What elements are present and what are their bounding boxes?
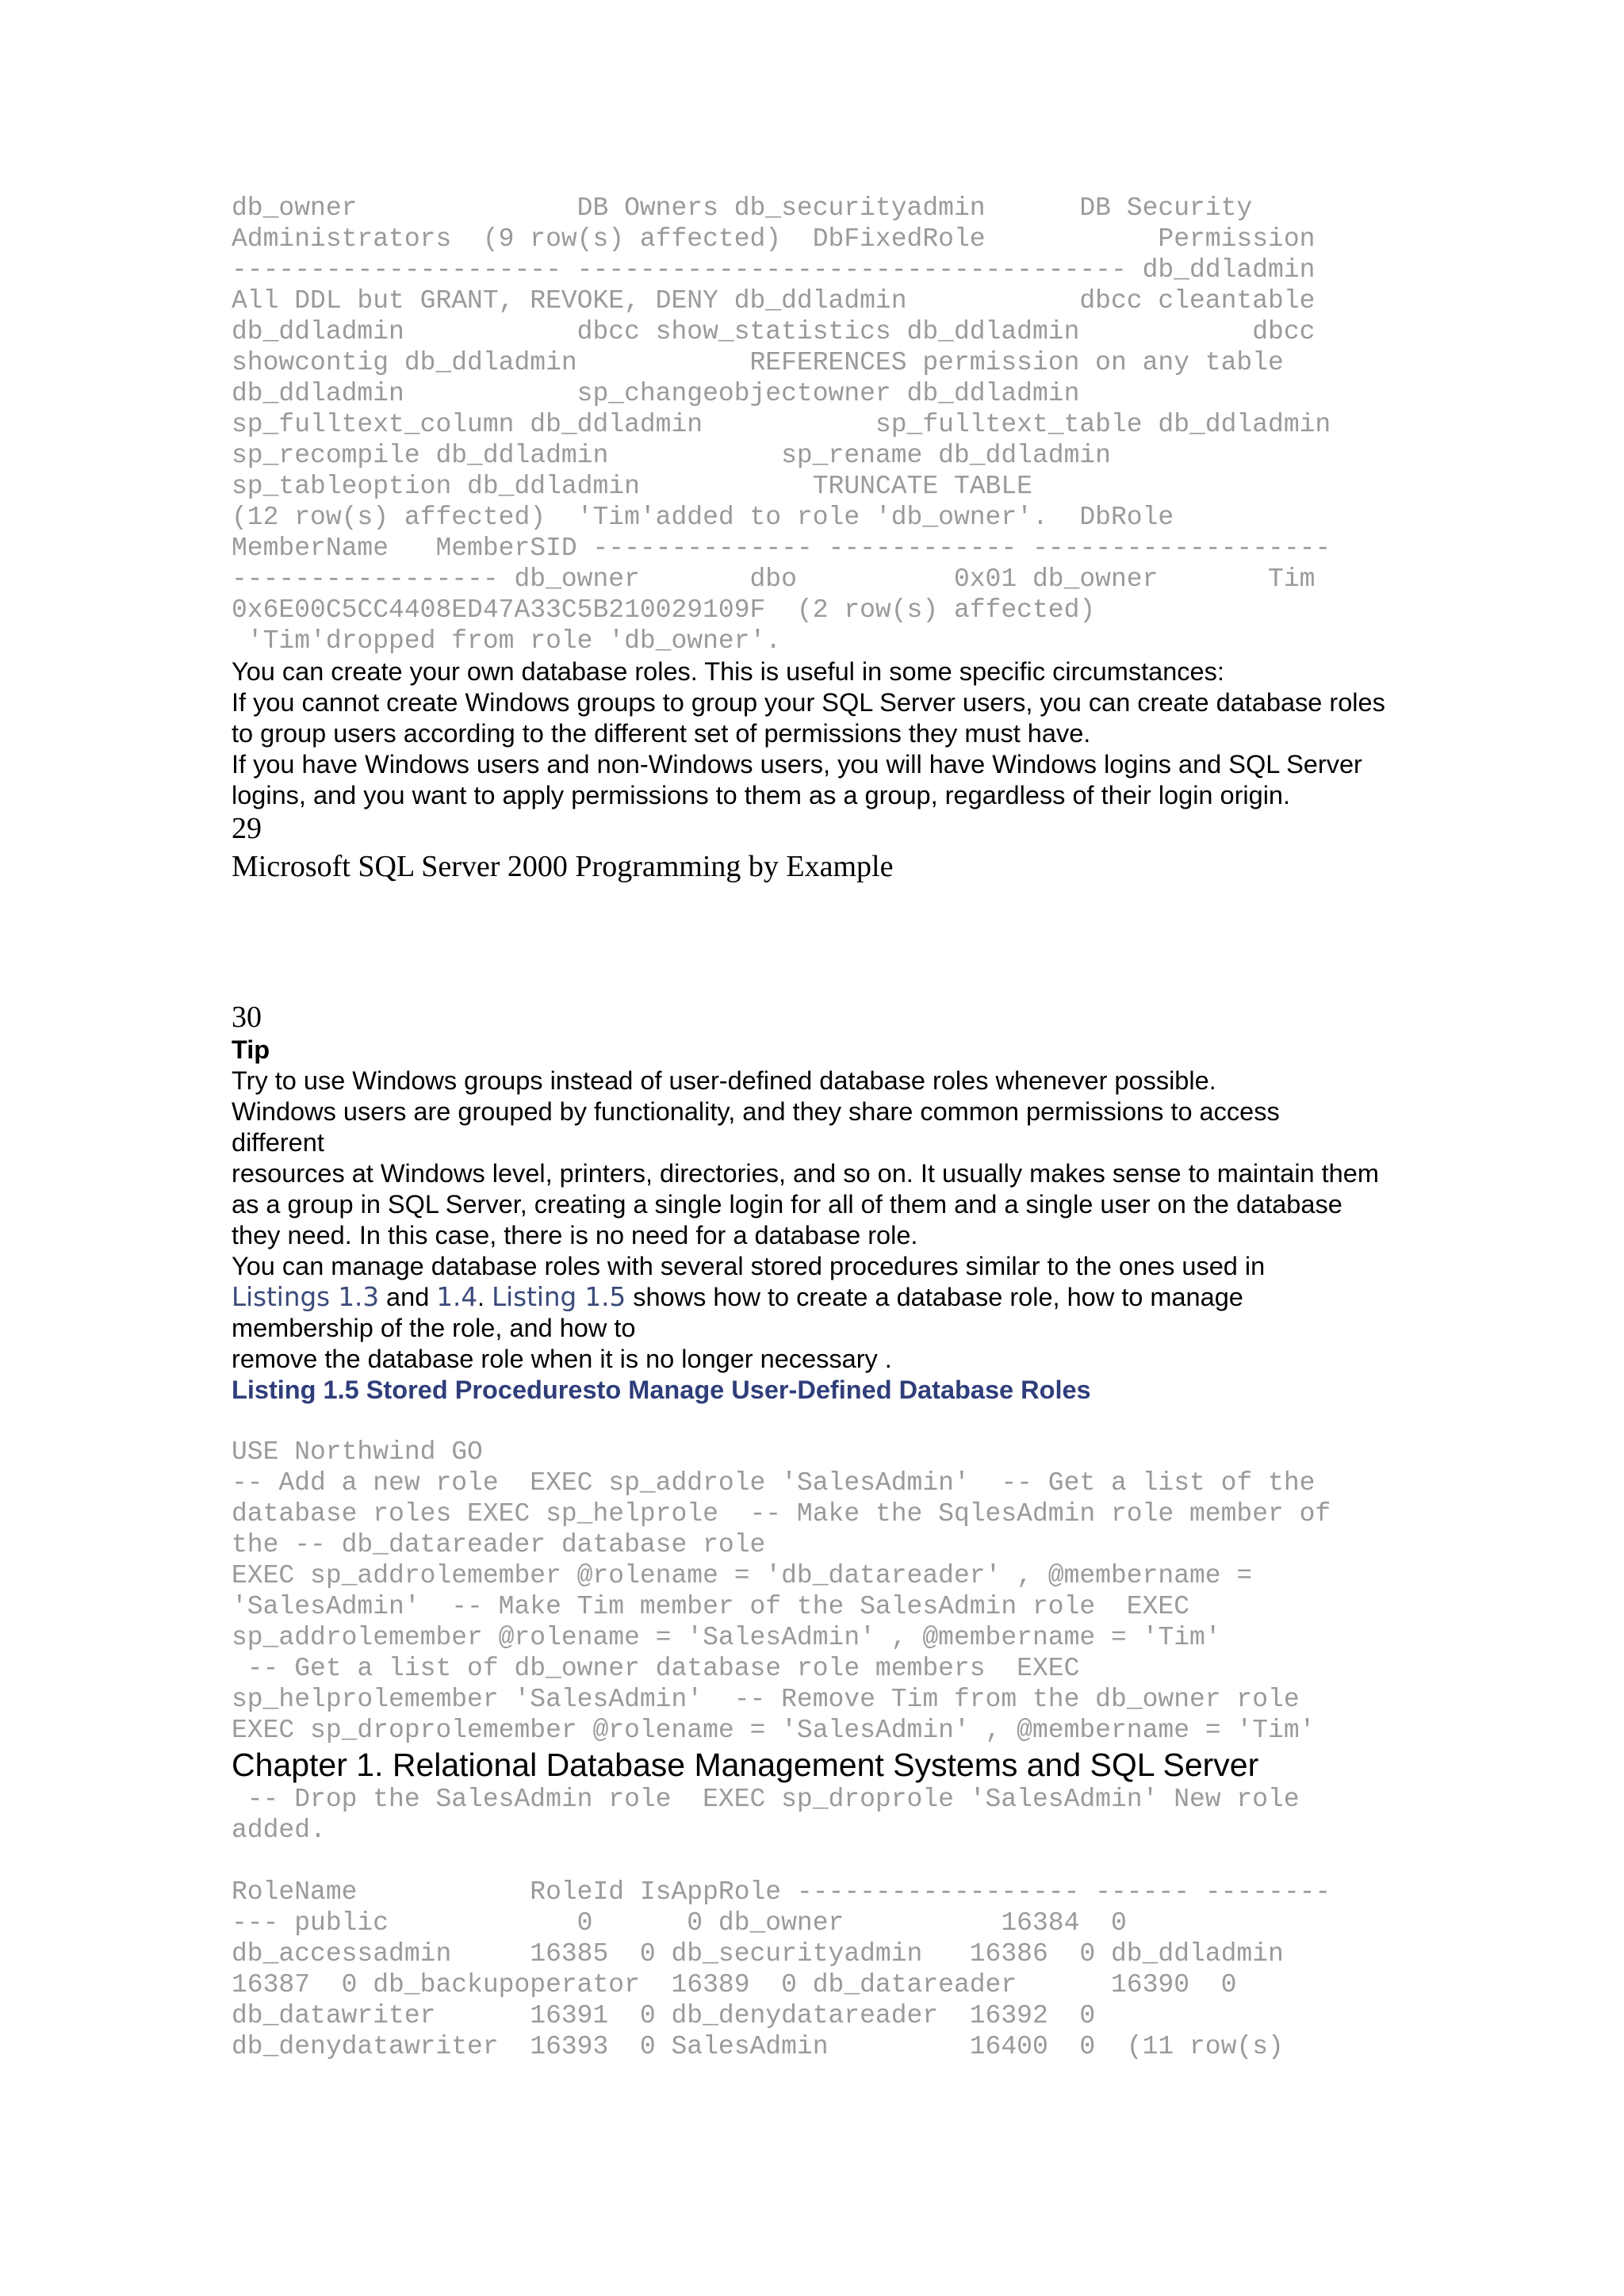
manage-text-2: shows how to create a database role, how to manage membership of the role, and how to	[232, 1283, 1243, 1342]
page-number-next: 30	[232, 1001, 262, 1034]
spacer	[232, 1406, 1389, 1437]
link-listing-1-4[interactable]: 1.4	[436, 1282, 478, 1312]
code-listing-1-5: USE Northwind GO -- Add a new role EXEC sp_addrole 'SalesAdmin' -- Get a list of the database roles EXEC sp_helprole -- Make the SqlesAdmin role member of the -- db_datareader database role EXEC sp_addrolemember @rolename = 'db_datareader' , @membername = 'SalesAdmin' -- Make Tim member of the SalesAdmin role EXEC sp_addrolemember @rolename = 'SalesAdmin' , @membername = 'Tim' -- Get a list of db_owner database role members EXEC sp_helprolemember 'SalesAdmin' -- Remove Tim from the db_owner role EXEC sp_droprolemember @rolename = 'SalesAdmin' , @membername = 'Tim'	[232, 1437, 1331, 1745]
tip-line-2: Windows users are grouped by functionality, and they share common permissions to access	[232, 1097, 1280, 1126]
link-listing-1-5[interactable]: Listing 1.5	[492, 1282, 626, 1312]
intro-paragraph: You can create your own database roles. This is useful in some specific circumstances:	[232, 657, 1224, 686]
listing-heading: Listing 1.5 Stored Proceduresto Manage User-Defined Database Roles	[232, 1376, 1091, 1404]
tip-label: Tip	[232, 1035, 270, 1064]
spacer-2	[232, 1846, 1389, 1877]
tip-line-4: resources at Windows level, printers, directories, and so on. It usually makes sense to maintain them as a group in SQL Server, creating a single login for all of them and a single user on the database they need. In this case, there is no need for a database role.	[232, 1159, 1379, 1249]
book-title: Microsoft SQL Server 2000 Programming by Example	[232, 850, 894, 883]
code-output-roles: db_owner DB Owners db_securityadmin DB Security Administrators (9 row(s) affected) DbFixedRole Permission --------------------- ----------------------------------- db_ddladmin All DDL but GRANT, REVOKE, DENY db_ddladmin dbcc cleantable db_ddladmin dbcc show_statistics db_ddladmin dbcc showcontig db_ddladmin REFERENCES permission on any table db_ddladmin sp_changeobjectowner db_ddladmin sp_fulltext_column db_ddladmin sp_fulltext_table db_ddladmin sp_recompile db_ddladmin sp_rename db_ddladmin sp_tableoption db_ddladmin TRUNCATE TABLE (12 row(s) affected) 'Tim'added to role 'db_owner'. DbRole MemberName MemberSID -------------- ------------ ------------------- ----------------- db_owner dbo 0x01 db_owner Tim 0x6E00C5CC4408ED47A33C5B210029109F (2 row(s) affected) 'Tim'dropped from role 'db_owner'.	[232, 193, 1331, 656]
manage-text-3: remove the database role when it is no longer necessary .	[232, 1345, 892, 1373]
bullet-item-1: If you cannot create Windows groups to group your SQL Server users, you can create database roles to group users according to the different set of permissions they must have.	[232, 688, 1385, 748]
code-drop-role: -- Drop the SalesAdmin role EXEC sp_droprole 'SalesAdmin' New role added.	[232, 1785, 1300, 1845]
bullet-item-2: If you have Windows users and non-Windows users, you will have Windows logins and SQL Server logins, and you want to apply permissions to them as a group, regardless of their login origin.	[232, 750, 1362, 809]
manage-roles-paragraph	[232, 1251, 1389, 1344]
tip-line-1: Try to use Windows groups instead of user-defined database roles whenever possible.	[232, 1066, 1216, 1095]
document-page	[232, 193, 1389, 2062]
page-number: 29	[232, 812, 262, 845]
link-listings-1-3[interactable]: Listings 1.3	[232, 1282, 380, 1312]
code-output-role-table: RoleName RoleId IsAppRole ------------------ ------ -------- --- public 0 0 db_owner 16384 0 db_accessadmin 16385 0 db_securityadmin 16386 0 db_ddladmin 16387 0 db_backupoperator 16389 0 db_datareader 16390 0 db_datawriter 16391 0 db_denydatareader 16392 0 db_denydatawriter 16393 0 SalesAdmin 16400 0 (11 row(s)	[232, 1877, 1331, 2061]
chapter-title: Chapter 1. Relational Database Management Systems and SQL Server	[232, 1747, 1259, 1783]
manage-dot: .	[477, 1283, 492, 1311]
tip-line-3: different	[232, 1128, 324, 1157]
manage-text-1: You can manage database roles with several stored procedures similar to the ones used in	[232, 1252, 1266, 1280]
page-break-gap	[232, 887, 1389, 1000]
manage-and: and	[379, 1283, 437, 1311]
